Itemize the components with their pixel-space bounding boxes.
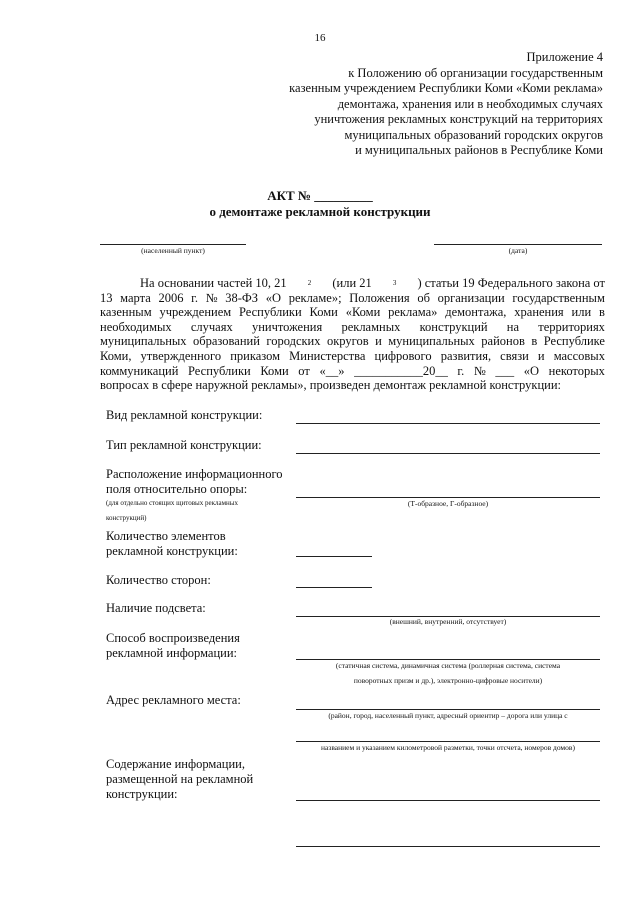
address-label: Адрес рекламного места: [106,693,241,707]
address-hint-line2: названием и указанием километровой разметки, точки отсчета, номеров домов) [321,743,575,752]
type-label: Тип рекламной конструкции: [106,438,262,452]
sides-count-field[interactable] [296,587,372,588]
sides-label: Количество сторон: [106,573,211,587]
lighting-hint: (внешний, внутренний, отсутствует) [389,617,507,626]
body-line: На основании частей 10, 21 2 (или 21 3 ) статьи 19 Федерального закона от [140,276,605,290]
appendix-line: муниципальных образований городских округов [344,127,603,142]
body-paragraph [100,276,605,393]
location-label-line2: поля относительно опоры: [106,482,248,496]
method-hint-line1: (статичная система, динамичная система (роллерная система, система [335,661,561,670]
location-note-line2: конструкций) [106,514,147,522]
content-label-line2: размещенной на рекламной [106,772,254,786]
place-field[interactable] [100,244,246,245]
content-label-line1: Содержание информации, [106,757,245,771]
page-number: 16 [314,32,326,44]
method-label-line2: рекламной информации: [106,646,238,660]
appendix-line: к Положению об организации государственным [348,65,603,80]
appendix-line: казенным учреждением Республики Коми «Коми реклама» [289,81,603,95]
body-line: необходимых случаях уничтожения рекламных конструкций на территориях [100,319,605,334]
content-field-line1[interactable] [296,800,600,801]
date-caption: (дата) [508,246,528,255]
lighting-label: Наличие подсвета: [106,601,206,615]
body-line: коммуникаций Республики Коми от «__» ___________20__ г. № ___ «О некоторых [100,363,605,378]
appendix-line: и муниципальных районов в Республике Коми [355,143,603,157]
document-subtitle: о демонтаже рекламной конструкции [209,204,431,219]
body-line: 13 марта 2006 г. № 38-ФЗ «О рекламе»; Положения об организации государственным [100,290,605,305]
method-label-line1: Способ воспроизведения [106,631,240,645]
date-field[interactable] [434,244,602,245]
location-note-line1: (для отдельно стоящих щитовых рекламных [106,499,238,507]
kind-label: Вид рекламной конструкции: [106,408,263,422]
method-hint-line2: поворотных призм и др.), электронно-цифровые носители) [353,676,543,685]
type-field[interactable] [296,453,600,454]
content-label-line3: конструкции: [106,787,178,801]
place-caption: (населенный пункт) [141,246,205,255]
body-line: казенным учреждением Республики Коми «Коми реклама» демонтажа, хранения или в [100,305,605,320]
appendix-header [203,50,603,159]
appendix-line: Приложение 4 [526,50,603,64]
address-field-line1[interactable] [296,709,600,710]
method-field[interactable] [296,659,600,660]
location-label-line1: Расположение информационного [106,467,283,481]
elements-label-line1: Количество элементов [106,529,226,543]
body-line: вопросах в сфере наружной рекламы», произведен демонтаж рекламной конструкции: [100,378,561,393]
kind-field[interactable] [296,423,600,424]
body-line: муниципальных образований городских округов и муниципальных районов в Республике [100,334,605,349]
appendix-line: демонтажа, хранения или в необходимых случаях [337,96,603,111]
location-hint: (Т-образное, Г-образное) [407,499,489,508]
elements-label-line2: рекламной конструкции: [106,544,238,558]
location-field[interactable] [296,497,600,498]
address-field-line2[interactable] [296,741,600,742]
body-line: Коми, утвержденного приказом Министерства цифрового развития, связи и массовых [100,348,605,363]
document-title: АКТ № _________ [267,188,373,203]
elements-count-field[interactable] [296,556,372,557]
address-hint-line1: (район, город, населенный пункт, адресный ориентир – дорога или улица с [328,711,568,720]
appendix-line: уничтожения рекламных конструкций на территориях [314,112,603,126]
content-field-line2[interactable] [296,846,600,847]
